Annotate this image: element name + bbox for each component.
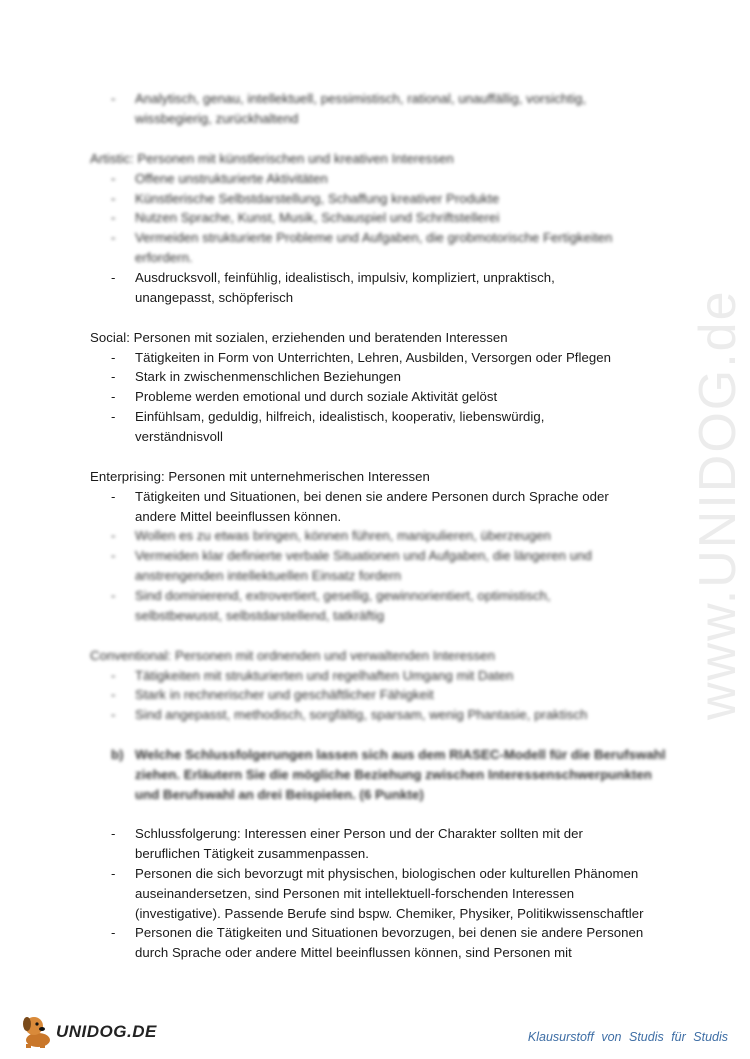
list-item-continued: wissbegierig, zurückhaltend	[135, 111, 299, 126]
list-item: Wollen es zu etwas bringen, können führen, manipulieren, überzeugen	[135, 528, 551, 543]
footer-tagline: Klausurstoff von Studis für Studis	[527, 1030, 728, 1044]
question-text: Welche Schlussfolgerungen lassen sich aus dem RIASEC-Modell für die Berufswahl	[135, 747, 666, 762]
list-item: Vermeiden klar definierte verbale Situationen und Aufgaben, die längeren und	[135, 548, 592, 563]
answer-item: Schlussfolgerung: Interessen einer Person und der Charakter sollten mit der	[135, 826, 583, 841]
bullet-dash: -	[111, 687, 116, 702]
answer-item-continued: (investigative). Passende Berufe sind bspw. Chemiker, Physiker, Politikwissenschaftler	[135, 906, 644, 921]
list-item: Künstlerische Selbstdarstellung, Schaffung kreativer Produkte	[135, 191, 500, 206]
watermark: www.UNIDOG.de	[689, 289, 747, 720]
bullet-dash: -	[111, 528, 116, 543]
section-heading-artistic: Artistic: Personen mit künstlerischen und kreativen Interessen	[90, 151, 454, 166]
list-item: Tätigkeiten und Situationen, bei denen sie andere Personen durch Sprache oder	[135, 489, 609, 504]
question-label: b)	[111, 747, 124, 762]
bullet-dash: -	[111, 588, 116, 603]
list-item-continued: andere Mittel beeinflussen können.	[135, 509, 342, 524]
bullet-dash: -	[111, 925, 116, 940]
list-item: Tätigkeiten in Form von Unterrichten, Lehren, Ausbilden, Versorgen oder Pflegen	[135, 350, 612, 365]
bullet-dash: -	[111, 350, 116, 365]
bullet-dash: -	[111, 369, 116, 384]
list-item-continued: unangepasst, schöpferisch	[135, 290, 294, 305]
list-item: Stark in zwischenmenschlichen Beziehungen	[135, 369, 401, 384]
list-item: Vermeiden strukturierte Probleme und Aufgaben, die grobmotorische Fertigkeiten	[135, 230, 613, 245]
question-text: und Berufswahl an drei Beispielen. (6 Punkte)	[135, 787, 424, 802]
answer-item-continued: auseinandersetzen, sind Personen mit intellektuell-forschenden Interessen	[135, 886, 575, 901]
section-heading-conventional: Conventional: Personen mit ordnenden und verwaltenden Interessen	[90, 648, 495, 663]
bullet-dash: -	[111, 826, 116, 841]
bullet-dash: -	[111, 409, 116, 424]
list-item-continued: selbstbewusst, selbstdarstellend, tatkräftig	[135, 608, 385, 623]
bullet-dash: -	[111, 270, 116, 285]
bullet-dash: -	[111, 668, 116, 683]
answer-item: Personen die Tätigkeiten und Situationen bevorzugen, bei denen sie andere Personen	[135, 925, 644, 940]
section-heading-enterprising: Enterprising: Personen mit unternehmerischen Interessen	[90, 469, 430, 484]
bullet-dash: -	[111, 389, 116, 404]
question-text: ziehen. Erläutern Sie die mögliche Beziehung zwischen Interessenschwerpunkten	[135, 767, 652, 782]
answer-item-continued: durch Sprache oder andere Mittel beeinflussen können, sind Personen mit	[135, 945, 572, 960]
list-item: Analytisch, genau, intellektuell, pessimistisch, rational, unauffällig, vorsichtig,	[135, 91, 587, 106]
bullet-dash: -	[111, 548, 116, 563]
bullet-dash: -	[111, 230, 116, 245]
bullet-dash: -	[111, 210, 116, 225]
logo-text: UNIDOG.DE	[56, 1022, 157, 1041]
list-item: Ausdrucksvoll, feinfühlig, idealistisch, impulsiv, kompliziert, unpraktisch,	[135, 270, 555, 285]
bullet-dash: -	[111, 191, 116, 206]
section-heading-social: Social: Personen mit sozialen, erziehenden und beratenden Interessen	[90, 330, 508, 345]
list-item-continued: anstrengenden intellektuellen Einsatz fordern	[135, 568, 402, 583]
list-item: Offene unstrukturierte Aktivitäten	[135, 171, 328, 186]
list-item: Tätigkeiten mit strukturierten und regelhaften Umgang mit Daten	[135, 668, 514, 683]
list-item: Stark in rechnerischer und geschäftlicher Fähigkeit	[135, 687, 434, 702]
list-item-continued: verständnisvoll	[135, 429, 223, 444]
bullet-dash: -	[111, 866, 116, 881]
answer-item-continued: beruflichen Tätigkeit zusammenpassen.	[135, 846, 369, 861]
list-item: Nutzen Sprache, Kunst, Musik, Schauspiel und Schriftstellerei	[135, 210, 500, 225]
list-item: Probleme werden emotional und durch soziale Aktivität gelöst	[135, 389, 498, 404]
list-item: Sind dominierend, extrovertiert, gesellig, gewinnorientiert, optimistisch,	[135, 588, 551, 603]
dog-icon	[20, 1010, 60, 1050]
bullet-dash: -	[111, 707, 116, 722]
unidog-logo	[20, 1010, 160, 1050]
bullet-dash: -	[111, 91, 116, 106]
bullet-dash: -	[111, 489, 116, 504]
list-item: Einfühlsam, geduldig, hilfreich, idealistisch, kooperativ, liebenswürdig,	[135, 409, 545, 424]
list-item-continued: erfordern.	[135, 250, 193, 265]
answer-item: Personen die sich bevorzugt mit physischen, biologischen oder kulturellen Phänomen	[135, 866, 639, 881]
list-item: Sind angepasst, methodisch, sorgfältig, sparsam, wenig Phantasie, praktisch	[135, 707, 588, 722]
bullet-dash: -	[111, 171, 116, 186]
